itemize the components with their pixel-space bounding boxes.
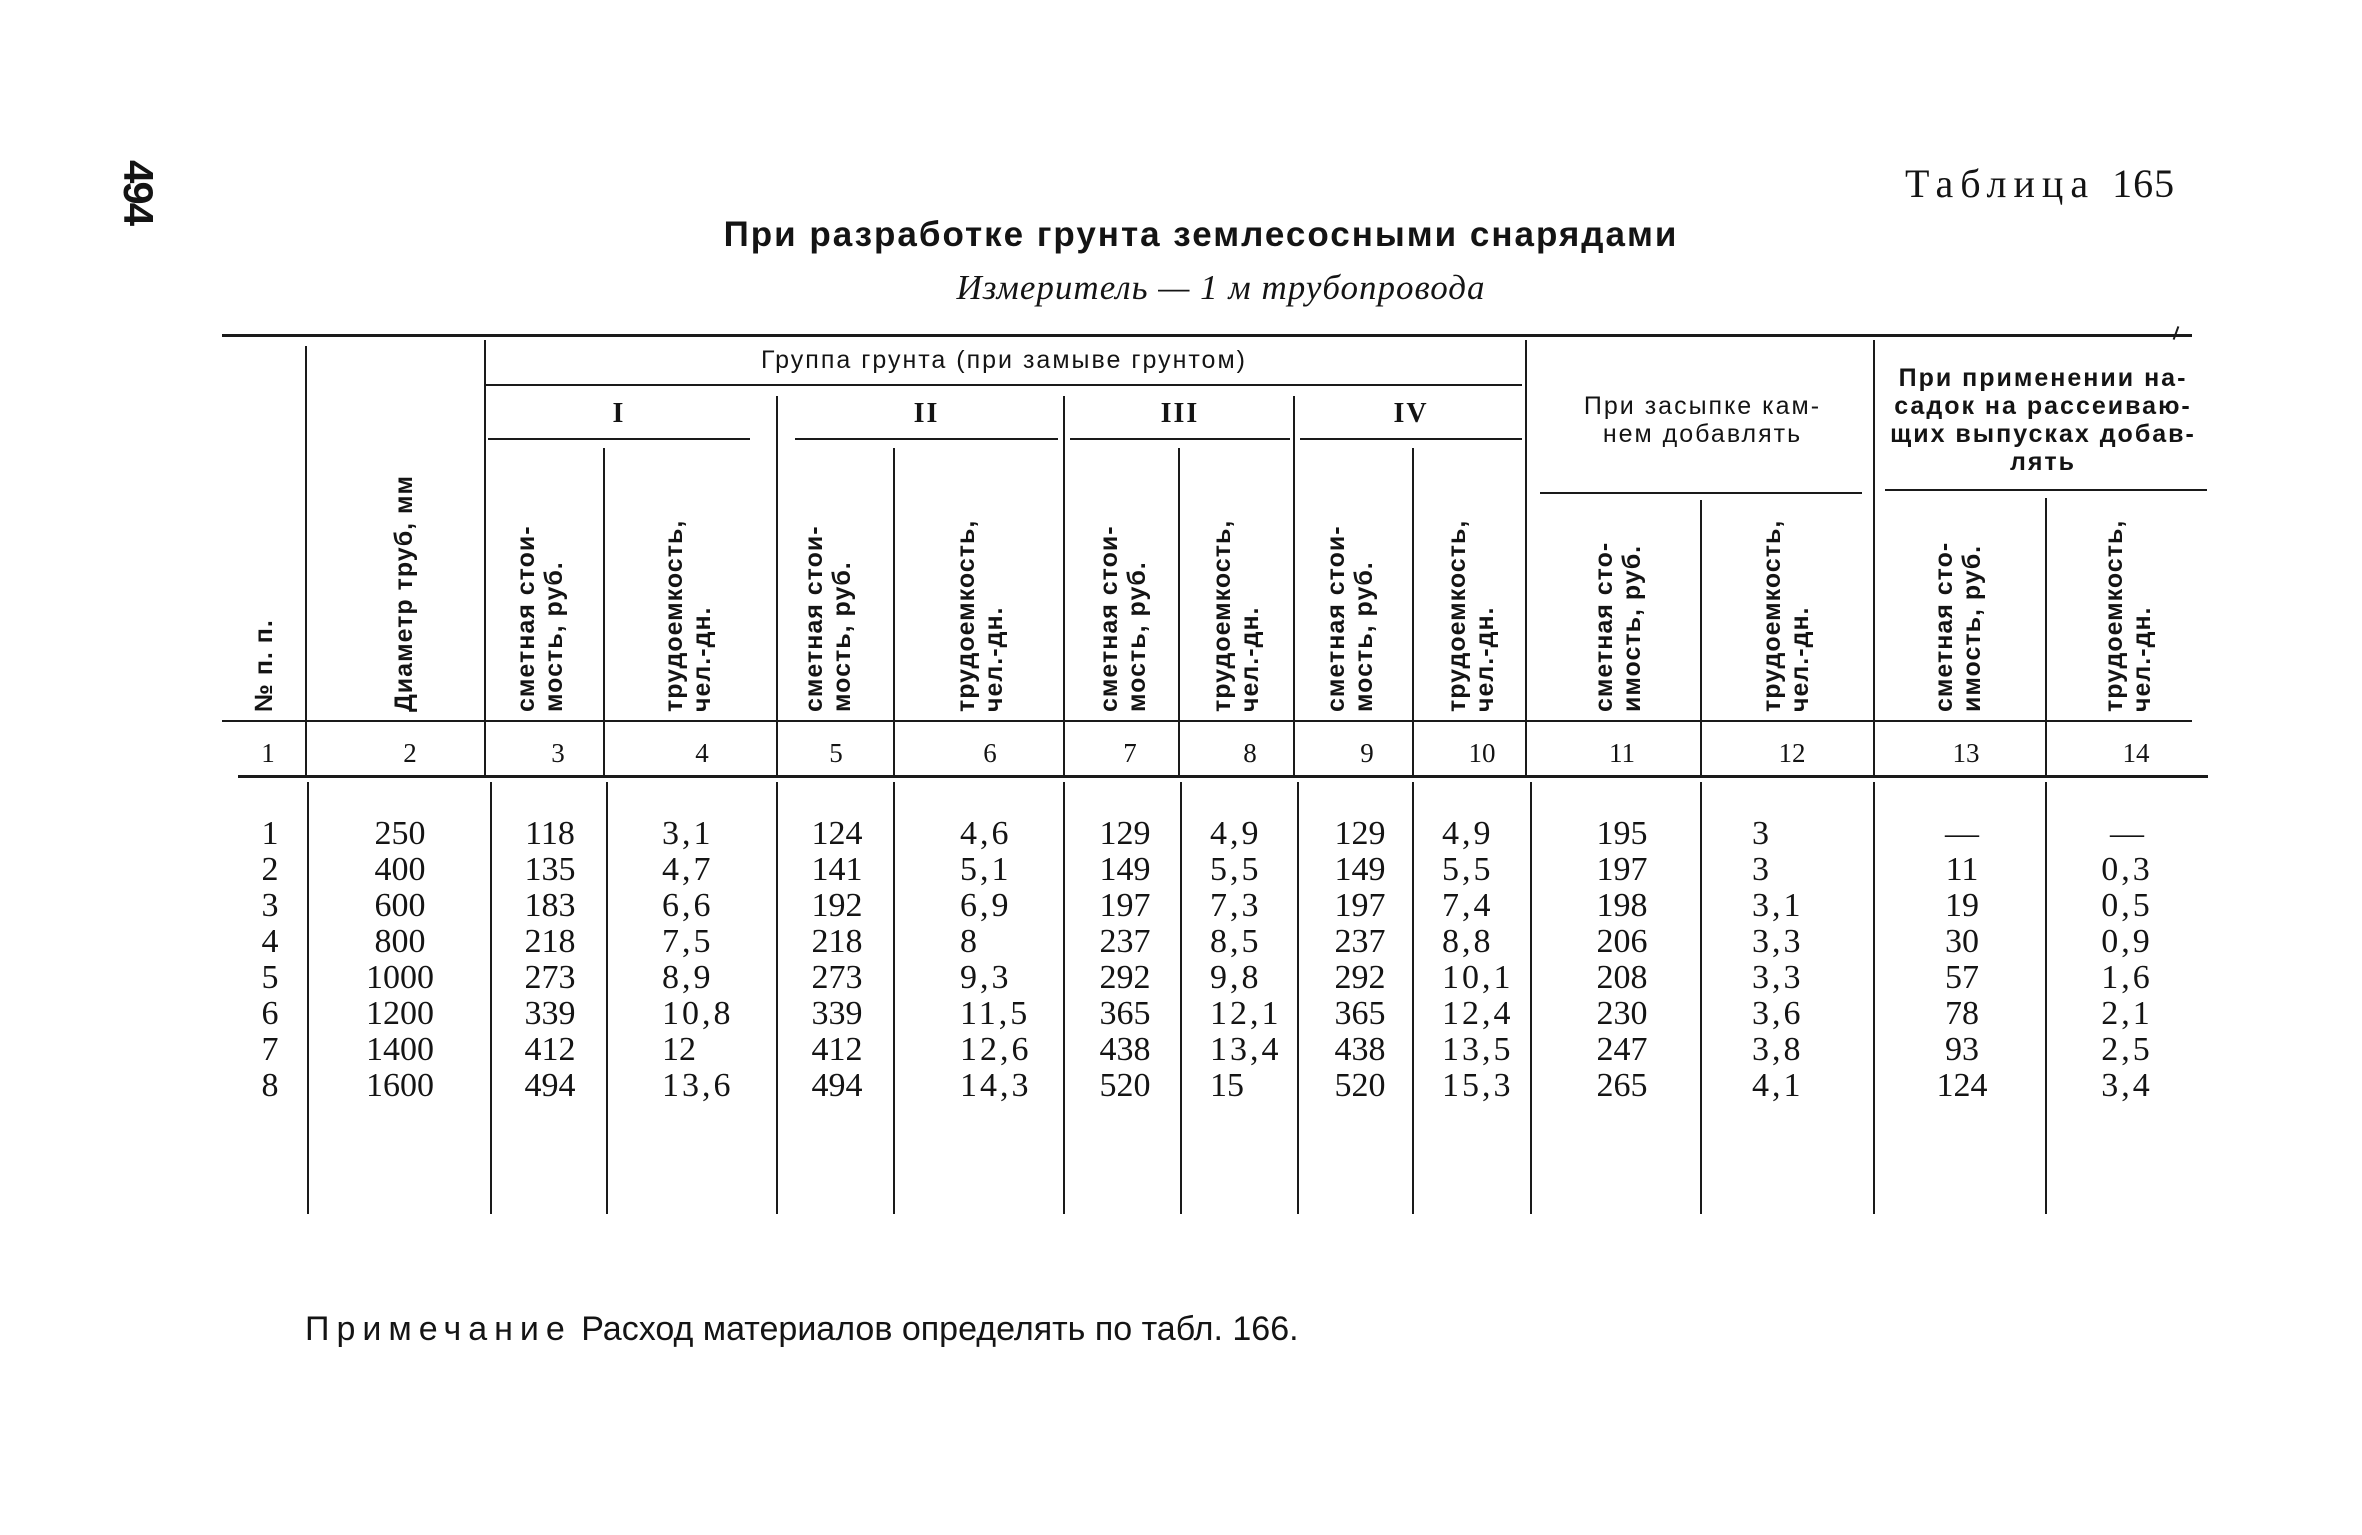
table-cell: 3,1: [662, 815, 714, 852]
table-title: При разработке грунта землесосными снарядами: [723, 215, 1679, 254]
table-cell: 6,6: [662, 887, 714, 924]
vrule-9: [1412, 448, 1414, 776]
vrule-10: [1525, 340, 1527, 776]
table-cell: 7,5: [662, 923, 714, 960]
table-cell: 400: [374, 851, 426, 888]
labor-header-3: [1208, 520, 1264, 712]
rule-colnum-bottom: [238, 775, 2208, 778]
no-header: № п. п.: [250, 619, 278, 712]
table-cell: 3: [261, 887, 279, 924]
table-cell: —: [2110, 815, 2144, 852]
table-cell: 3,3: [1752, 923, 1804, 960]
table-cell: 7,3: [1210, 887, 1262, 924]
table-cell: 13,4: [1210, 1031, 1282, 1068]
table-cell: 600: [374, 887, 426, 924]
stone-cost-header-b: имость, руб.: [1618, 544, 1646, 712]
rule-header-bottom: [222, 720, 2192, 722]
table-cell: 10,8: [662, 995, 734, 1032]
table-cell: 520: [1334, 1067, 1386, 1104]
vrule-12: [1873, 340, 1875, 776]
table-cell: 1: [261, 815, 279, 852]
column-number: 13: [1952, 738, 1980, 768]
stone-labor-header-b: чел.-дн.: [1786, 606, 1814, 712]
table-cell: 237: [1099, 923, 1151, 960]
table-cell: 30: [1945, 923, 1979, 960]
table-cell: 218: [524, 923, 576, 960]
table-cell: 78: [1945, 995, 1979, 1032]
nozzle-line-3: щих выпусках добав-: [1890, 420, 2196, 448]
table-number: 165: [2112, 161, 2176, 206]
table-cell: 1400: [366, 1031, 434, 1068]
table-cell: 14,3: [960, 1067, 1032, 1104]
table-cell: 15: [1210, 1067, 1244, 1104]
table-cell: 1,6: [2101, 959, 2153, 996]
rule-under-stone-fill: [1540, 492, 1862, 494]
vrule-body-1: [307, 782, 309, 1214]
table-cell: —: [1945, 815, 1979, 852]
labor-header-1-a: трудоемкость,: [660, 519, 688, 712]
table-cell: 13,5: [1442, 1031, 1514, 1068]
table-cell: 292: [1334, 959, 1386, 996]
vrule-6: [1063, 396, 1065, 776]
table-cell: 57: [1945, 959, 1979, 996]
table-cell: 250: [374, 815, 426, 852]
table-cell: 118: [525, 815, 575, 852]
column-number: 9: [1360, 738, 1374, 768]
vrule-body-2: [490, 782, 492, 1214]
vrule-body-9: [1412, 782, 1414, 1214]
table-cell: 292: [1099, 959, 1151, 996]
table-cell: 438: [1099, 1031, 1151, 1068]
corner-tick: [2173, 326, 2180, 340]
table-cell: 197: [1334, 887, 1386, 924]
table-cell: 247: [1596, 1031, 1648, 1068]
cost-header-2-b: мость, руб.: [828, 561, 856, 712]
table-cell: 124: [811, 815, 863, 852]
table-cell: 15,3: [1442, 1067, 1514, 1104]
nozzle-labor-header: [2100, 520, 2156, 712]
rule-under-group-ii: [795, 438, 1058, 440]
column-number: 1: [261, 738, 275, 768]
rule-under-group-iii: [1070, 438, 1290, 440]
table-cell: 8: [261, 1067, 279, 1104]
cost-header-3-b: мость, руб.: [1123, 561, 1151, 712]
table-note: [305, 1310, 1299, 1349]
table-cell: 129: [1099, 815, 1151, 852]
table-cell: 12: [662, 1031, 696, 1068]
cost-header-2-a: сметная стои-: [800, 525, 828, 712]
table-cell: 4: [261, 923, 279, 960]
table-cell: 19: [1945, 887, 1979, 924]
nozzle-line-2: садок на рассеиваю-: [1894, 392, 2192, 420]
vrule-1: [305, 346, 307, 776]
nozzle-header: [1876, 364, 2210, 476]
column-number: 5: [829, 738, 843, 768]
vrule-3: [603, 448, 605, 776]
table-cell: 3,4: [2101, 1067, 2153, 1104]
table-cell: 412: [811, 1031, 863, 1068]
group-ii-header: II: [913, 398, 940, 429]
cost-header-4-a: сметная стои-: [1322, 525, 1350, 712]
table-cell: 3,1: [1752, 887, 1804, 924]
table-cell: 10,1: [1442, 959, 1514, 996]
page-number: 494: [115, 160, 162, 225]
table-cell: 12,4: [1442, 995, 1514, 1032]
labor-header-3-b: чел.-дн.: [1236, 606, 1264, 712]
table-cell: 183: [524, 887, 576, 924]
column-number: 7: [1123, 738, 1137, 768]
labor-header-1: [660, 520, 716, 712]
column-number: 12: [1778, 738, 1806, 768]
table-cell: 124: [1936, 1067, 1988, 1104]
table-cell: 195: [1596, 815, 1648, 852]
stone-fill-header: [1535, 392, 1870, 448]
cost-header-1-a: сметная стои-: [512, 525, 540, 712]
table-label: [1905, 160, 2175, 207]
table-cell: 218: [811, 923, 863, 960]
table-label-text: Таблица: [1905, 161, 2096, 206]
table-cell: 494: [811, 1067, 863, 1104]
stone-fill-line-2: нем добавлять: [1602, 420, 1803, 448]
note-label: Примечание: [305, 1310, 572, 1348]
table-subtitle: Измеритель — 1 м трубопровода: [956, 268, 1486, 307]
table-cell: 3,3: [1752, 959, 1804, 996]
table-cell: 339: [524, 995, 576, 1032]
table-cell: 12,1: [1210, 995, 1282, 1032]
group-i-header: I: [612, 398, 626, 429]
table-cell: 520: [1099, 1067, 1151, 1104]
stone-labor-header: [1758, 520, 1814, 712]
table-cell: 197: [1099, 887, 1151, 924]
vrule-body-6: [1063, 782, 1065, 1214]
table-cell: 7: [261, 1031, 279, 1068]
vrule-body-13: [2045, 782, 2047, 1214]
table-cell: 237: [1334, 923, 1386, 960]
column-number: 8: [1243, 738, 1257, 768]
table-cell: 3: [1752, 851, 1769, 888]
table-cell: 339: [811, 995, 863, 1032]
table-cell: 438: [1334, 1031, 1386, 1068]
table-cell: 494: [524, 1067, 576, 1104]
column-number: 14: [2122, 738, 2150, 768]
labor-header-2-a: трудоемкость,: [952, 519, 980, 712]
column-number: 3: [551, 738, 565, 768]
table-cell: 192: [811, 887, 863, 924]
labor-header-2: [952, 520, 1008, 712]
table-cell: 6,9: [960, 887, 1012, 924]
table-cell: 3,6: [1752, 995, 1804, 1032]
vrule-8: [1293, 396, 1295, 776]
vrule-body-12: [1873, 782, 1875, 1214]
table-cell: 412: [524, 1031, 576, 1068]
nozzle-line-4: лять: [2009, 448, 2077, 476]
vrule-body-5: [893, 782, 895, 1214]
table-cell: 12,6: [960, 1031, 1032, 1068]
table-cell: 93: [1945, 1031, 1979, 1068]
table-cell: 0,3: [2101, 851, 2153, 888]
vrule-4: [776, 396, 778, 776]
table-cell: 197: [1596, 851, 1648, 888]
table-cell: 0,9: [2101, 923, 2153, 960]
stone-cost-header-a: сметная сто-: [1590, 541, 1618, 712]
table-cell: 135: [524, 851, 576, 888]
table-cell: 1000: [366, 959, 434, 996]
table-cell: 11: [1945, 851, 1979, 888]
table-cell: 4,7: [662, 851, 714, 888]
table-cell: 8: [960, 923, 977, 960]
table-cell: 800: [374, 923, 426, 960]
nozzle-cost-header-a: сметная сто-: [1930, 541, 1958, 712]
cost-header-4: [1322, 525, 1378, 712]
cost-header-2: [800, 525, 856, 712]
table-cell: 149: [1334, 851, 1386, 888]
note-text: Расход материалов определять по табл. 166.: [571, 1310, 1299, 1348]
column-number: 6: [983, 738, 997, 768]
vrule-11: [1700, 500, 1702, 776]
nozzle-line-1: При применении на-: [1898, 364, 2188, 392]
table-cell: 2,1: [2101, 995, 2153, 1032]
cost-header-4-b: мость, руб.: [1350, 561, 1378, 712]
rule-under-soil-group: [486, 384, 1522, 386]
column-number: 4: [695, 738, 709, 768]
table-cell: 13,6: [662, 1067, 734, 1104]
stone-fill-line-1: При засыпке кам-: [1583, 392, 1822, 420]
soil-group-header: Группа грунта (при замыве грунтом): [761, 346, 1247, 374]
vrule-2: [484, 340, 486, 776]
table-cell: 0,5: [2101, 887, 2153, 924]
cost-header-3: [1095, 525, 1151, 712]
vrule-5: [893, 448, 895, 776]
nozzle-cost-header-b: имость, руб.: [1958, 544, 1986, 712]
table-cell: 5,5: [1210, 851, 1262, 888]
cost-header-1-b: мость, руб.: [540, 561, 568, 712]
table-cell: 8,5: [1210, 923, 1262, 960]
table-cell: 4,9: [1210, 815, 1262, 852]
table-cell: 8,8: [1442, 923, 1494, 960]
column-number: 2: [403, 738, 417, 768]
table-cell: 206: [1596, 923, 1648, 960]
labor-header-4-a: трудоемкость,: [1443, 519, 1471, 712]
labor-header-3-a: трудоемкость,: [1208, 519, 1236, 712]
table-cell: 3,8: [1752, 1031, 1804, 1068]
rule-top: [222, 334, 2192, 337]
nozzle-labor-header-b: чел.-дн.: [2128, 606, 2156, 712]
table-cell: 11,5: [960, 995, 1031, 1032]
group-iii-header: III: [1160, 398, 1200, 429]
table-cell: 1600: [366, 1067, 434, 1104]
table-cell: 5: [261, 959, 279, 996]
table-cell: 6: [261, 995, 279, 1032]
rule-under-group-i: [488, 438, 750, 440]
labor-header-1-b: чел.-дн.: [688, 606, 716, 712]
stone-labor-header-a: трудоемкость,: [1758, 519, 1786, 712]
rule-under-nozzle: [1885, 489, 2207, 491]
table-cell: 2,5: [2101, 1031, 2153, 1068]
labor-header-4-b: чел.-дн.: [1471, 606, 1499, 712]
nozzle-cost-header: [1930, 542, 1986, 712]
table-cell: 208: [1596, 959, 1648, 996]
table-cell: 198: [1596, 887, 1648, 924]
column-number: 10: [1468, 738, 1496, 768]
table-cell: 1200: [366, 995, 434, 1032]
column-number: 11: [1609, 738, 1635, 768]
table-cell: 365: [1099, 995, 1151, 1032]
table-cell: 265: [1596, 1067, 1648, 1104]
cost-header-1: [512, 525, 568, 712]
vrule-body-4: [776, 782, 778, 1214]
table-cell: 273: [811, 959, 863, 996]
rule-under-group-iv: [1300, 438, 1522, 440]
cost-header-3-a: сметная стои-: [1095, 525, 1123, 712]
table-cell: 273: [524, 959, 576, 996]
stone-cost-header: [1590, 542, 1646, 712]
table-cell: 149: [1099, 851, 1151, 888]
table-cell: 4,1: [1752, 1067, 1804, 1104]
table-cell: 141: [811, 851, 863, 888]
table-cell: 4,9: [1442, 815, 1494, 852]
diameter-header: Диаметр труб, мм: [390, 474, 418, 712]
table-cell: 8,9: [662, 959, 714, 996]
nozzle-labor-header-a: трудоемкость,: [2100, 519, 2128, 712]
table-cell: 7,4: [1442, 887, 1494, 924]
table-cell: 129: [1334, 815, 1386, 852]
table-cell: 230: [1596, 995, 1648, 1032]
table-cell: 4,6: [960, 815, 1012, 852]
table-cell: 5,5: [1442, 851, 1494, 888]
vrule-13: [2045, 498, 2047, 776]
labor-header-2-b: чел.-дн.: [980, 606, 1008, 712]
table-cell: 2: [261, 851, 279, 888]
vrule-7: [1178, 448, 1180, 776]
vrule-body-11: [1700, 782, 1702, 1214]
labor-header-4: [1443, 520, 1499, 712]
table-cell: 3: [1752, 815, 1769, 852]
table-cell: 9,8: [1210, 959, 1262, 996]
table-cell: 365: [1334, 995, 1386, 1032]
table-cell: 9,3: [960, 959, 1012, 996]
vrule-body-7: [1180, 782, 1182, 1214]
table-cell: 5,1: [960, 851, 1012, 888]
group-iv-header: IV: [1393, 398, 1429, 429]
vrule-body-3: [606, 782, 608, 1214]
